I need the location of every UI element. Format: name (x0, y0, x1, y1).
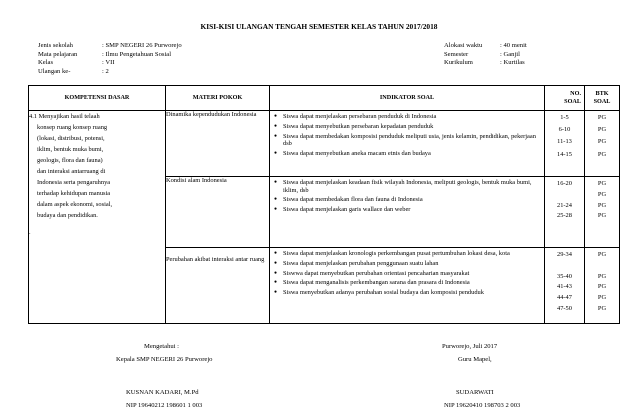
indikator-text: Siswa dapat menjelaskan persebaran penduduk di Indonesia (283, 113, 437, 120)
kd-text-line: (lokasi, distribusi, potensi, (37, 135, 105, 142)
indikator-text: Siswa dapat membedakan flora dan fauna di Indonesia (283, 196, 423, 204)
no-soal-value: 25-28 (557, 212, 572, 220)
bullet-icon: ● (274, 280, 278, 286)
indikator-text: Siswa dapat menjelaskan garis wallace dan weber (283, 206, 411, 214)
no-soal-cell (545, 248, 585, 324)
indikator-item (272, 113, 542, 121)
kd-dot: . (29, 229, 31, 236)
materi-pokok-cell: Kondisi alam Indonesia (166, 177, 270, 248)
no-soal-value: 29-34 (557, 251, 572, 258)
bullet-icon: ● (274, 290, 278, 296)
indikator-item (272, 196, 542, 204)
bullet-icon: ● (274, 133, 278, 139)
meta-value: : 2 (102, 67, 109, 75)
indikator-text: Siswa dapat menjelaskan kronologis perkembangan pusat pertumbuhan lokasi desa, kota (283, 250, 510, 257)
document-title: KISI-KISI ULANGAN TENGAH SEMESTER KELAS TAHUN 2017/2018 (200, 22, 438, 31)
header-kompetensi-dasar: KOMPETENSI DASAR (29, 86, 166, 111)
header-no-soal: NO. SOAL (545, 86, 585, 111)
meta-value: : Ilmu Pengetahuan Sosial (102, 50, 172, 58)
indikator-text: Siswa dapat menganalisis perkembangan sarana dan prasara di Indonesia (283, 279, 470, 287)
btk-soal-value (585, 262, 619, 270)
btk-soal-cell (585, 111, 620, 177)
no-soal-value: 21-24 (557, 201, 572, 209)
no-soal-value: 6-10 (558, 126, 571, 134)
kd-text-line: dan interaksi antarruang di (37, 168, 106, 175)
meta-label: Ulangan ke- (38, 67, 71, 75)
no-soal-cell (545, 177, 585, 248)
indikator-item (272, 123, 542, 131)
bullet-icon: ● (274, 251, 278, 256)
btk-soal-value: PG (597, 190, 607, 198)
indikator-list (270, 248, 544, 297)
btk-soal-value: PG (597, 180, 607, 187)
sign-left-line2: Kepala SMP NEGERI 26 Purworejo (116, 356, 213, 363)
btk-soal-value: PG (597, 150, 607, 158)
teacher-nip: NIP 19620410 198703 2 003 (444, 402, 521, 409)
kd-text-line: Indonesia serta pengaruhnya (37, 179, 111, 186)
btk-soal-value: PG (597, 126, 607, 134)
meta-row (38, 59, 182, 68)
bullet-icon: ● (274, 114, 278, 119)
btk-soal-value: PG (597, 294, 607, 302)
kd-text-line: terhadap kehidupan manusia (37, 190, 111, 197)
meta-value: : 40 menit (500, 42, 527, 49)
indikator-item (272, 279, 542, 287)
meta-row (444, 59, 527, 68)
indikator-item (272, 289, 542, 297)
teacher-name: SUDARWATI (456, 389, 494, 396)
btk-soal-value: PG (597, 114, 607, 121)
meta-row (444, 51, 527, 60)
no-soal-value (545, 262, 584, 270)
indikator-item (272, 206, 542, 214)
indikator-text: Siswa dapat menyebutkan aneka macam etnis dan budaya (283, 149, 431, 157)
no-soal-value: 44-47 (557, 294, 572, 302)
meta-row (444, 42, 527, 51)
btk-soal-value: PG (597, 283, 607, 291)
table-row (29, 111, 620, 177)
header-btk-soal: BTK SOAL (585, 86, 620, 111)
kompetensi-dasar-cell (29, 111, 166, 324)
bullet-icon: ● (274, 180, 278, 185)
btk-soal-value: PG (597, 251, 607, 258)
no-soal-value: 1-5 (560, 114, 569, 121)
btk-soal-value: PG (597, 304, 607, 312)
indikator-text: Siswa dapat menjelaskan keadaan fisik wilayah Indonesia, meliputi geologis, bentuk muka bumi, iklim, dsb (283, 179, 532, 194)
bullet-icon: ● (274, 270, 278, 276)
meta-value: : SMP NEGERI 26 Purworejo (102, 42, 182, 49)
meta-row (38, 68, 182, 77)
btk-soal-value: PG (597, 212, 607, 220)
indikator-list (270, 111, 544, 158)
no-soal-value (545, 191, 584, 199)
kd-body (29, 122, 165, 221)
meta-value: : VII (102, 59, 115, 67)
kd-first-line (29, 111, 165, 122)
indikator-text: Siswa dapat menjelaskan perubahan penggunaan suatu lahan (283, 259, 439, 267)
meta-label: Jenis sekolah (38, 42, 73, 49)
no-soal-value: 35-40 (557, 272, 572, 280)
indikator-text: Siswa menyebutkan adanya perubahan sosial budaya dan komposisi penduduk (283, 289, 484, 297)
kd-number: 4.1 (29, 113, 37, 120)
kd-text-line: dalam aspek ekonomi, sosial, (37, 201, 113, 208)
indikator-text: Siswwa dapat menyebutkan perubahan orientasi pencaharian masyarakat (283, 269, 470, 277)
sign-right-line2: Guru Mapel, (458, 356, 492, 363)
meta-row (38, 42, 182, 51)
meta-label: Semester (444, 50, 469, 58)
meta-label: Mata pelajaran (38, 50, 78, 58)
indikator-cell (270, 111, 545, 177)
btk-soal-cell (585, 177, 620, 248)
sign-left-line1: Mengetahui : (144, 343, 179, 350)
materi-pokok-cell: Dinamika kependudukan Indonesia (166, 111, 270, 177)
meta-label: Alokasi waktu (444, 42, 483, 49)
no-soal-value: 41-43 (557, 283, 572, 291)
materi-pokok-cell: Perubahan akibat interaksi antar ruang (166, 248, 270, 324)
meta-left (38, 42, 182, 76)
principal-name: KUSNAN KADARI, M.Pd (126, 389, 199, 396)
indikator-list (270, 177, 544, 214)
indikator-text: Siswa dapat membedakan komposisi penduduk meliputi usia, jenis kelamin, pendidikan, pekerjaan dsb (283, 132, 536, 148)
bullet-icon: ● (274, 260, 278, 266)
no-soal-value: 16-20 (557, 180, 572, 187)
kd-text-line: budaya dan pendidikan. (37, 212, 98, 219)
kd-text-line: iklim, bentuk muka bumi, (37, 146, 104, 153)
principal-nip: NIP 19640212 198601 1 003 (126, 402, 203, 409)
kd-text-line: konsep ruang konsep ruang (37, 124, 108, 131)
no-soal-value: 47-50 (557, 304, 572, 312)
indikator-text: Siswa dapat menyebutkan persebaran kepadatan penduduk (283, 122, 434, 130)
meta-row (38, 51, 182, 60)
no-soal-value: 11-13 (557, 138, 572, 146)
meta-label: Kurikulum (444, 59, 473, 67)
btk-soal-value: PG (597, 272, 607, 280)
indikator-item (272, 250, 542, 258)
kisi-table (28, 85, 620, 324)
meta-label: Kelas (38, 59, 54, 67)
indikator-cell (270, 177, 545, 248)
btk-soal-cell (585, 248, 620, 324)
header-indikator-soal: INDIKATOR SOAL (270, 86, 545, 111)
bullet-icon: ● (274, 123, 278, 129)
meta-right (444, 42, 527, 68)
table-header-row (29, 86, 620, 111)
no-soal-cell (545, 111, 585, 177)
indikator-item (272, 179, 542, 194)
bullet-icon: ● (274, 197, 278, 203)
bullet-icon: ● (274, 150, 278, 156)
indikator-item (272, 133, 542, 148)
btk-soal-value: PG (597, 201, 607, 209)
bullet-icon: ● (274, 207, 278, 213)
kd-text-line: Menyajikan hasil telaah (38, 113, 100, 120)
indikator-item (272, 260, 542, 268)
sign-right-line1: Purworejo, Juli 2017 (442, 343, 498, 350)
indikator-item (272, 150, 542, 158)
header-materi-pokok: MATERI POKOK (166, 86, 270, 111)
meta-value: : Kurtilas (500, 59, 525, 67)
no-soal-value: 14-15 (557, 150, 572, 158)
indikator-item (272, 270, 542, 278)
btk-soal-value: PG (597, 138, 607, 146)
meta-value: : Ganjil (500, 50, 520, 58)
indikator-cell (270, 248, 545, 324)
kd-text-line: geologis, flora dan fauna) (37, 157, 103, 164)
